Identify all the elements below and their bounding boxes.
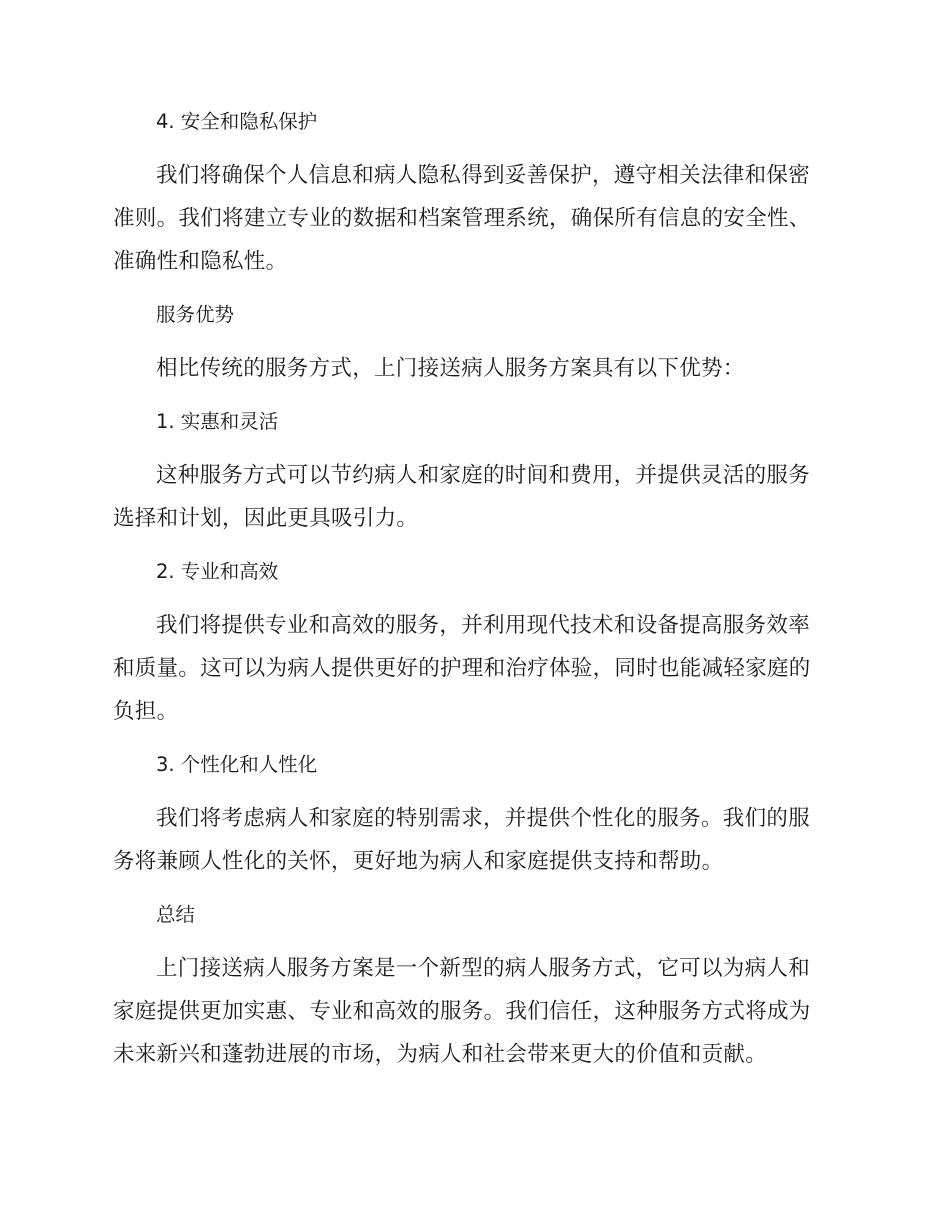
- section-paragraph-summary: 上门接送病人服务方案是一个新型的病人服务方式，它可以为病人和家庭提供更加实惠、专业和高效的服务。我们信任，这种服务方式将成为未来新兴和蓬勃进展的市场，为病人和社会带来更大的价值和贡献。: [113, 956, 811, 1067]
- section-paragraph-security: 我们将确保个人信息和病人隐私得到妥善保护，遵守相关法律和保密准则。我们将建立专业的数据和档案管理系统，确保所有信息的安全性、准确性和隐私性。: [113, 163, 811, 274]
- section-heading-security: 4. 安全和隐私保护: [156, 110, 318, 133]
- section-paragraph-personalized: 我们将考虑病人和家庭的特别需求，并提供个性化的服务。我们的服务将兼顾人性化的关怀，更好地为病人和家庭提供支持和帮助。: [113, 806, 811, 874]
- section-heading-affordable: 1. 实惠和灵活: [156, 410, 279, 433]
- section-paragraph-affordable: 这种服务方式可以节约病人和家庭的时间和费用，并提供灵活的服务选择和计划，因此更具吸引力。: [113, 463, 811, 531]
- section-heading-personalized: 3. 个性化和人性化: [156, 753, 318, 776]
- section-paragraph-professional: 我们将提供专业和高效的服务，并利用现代技术和设备提高服务效率和质量。这可以为病人提供更好的护理和治疗体验，同时也能减轻家庭的负担。: [113, 613, 811, 724]
- document-page: [113, 108, 831, 1076]
- section-paragraph-advantages: 相比传统的服务方式，上门接送病人服务方案具有以下优势：: [156, 356, 745, 381]
- section-heading-professional: 2. 专业和高效: [156, 560, 279, 583]
- section-heading-summary: 总结: [156, 903, 196, 926]
- section-heading-advantages: 服务优势: [156, 303, 235, 326]
